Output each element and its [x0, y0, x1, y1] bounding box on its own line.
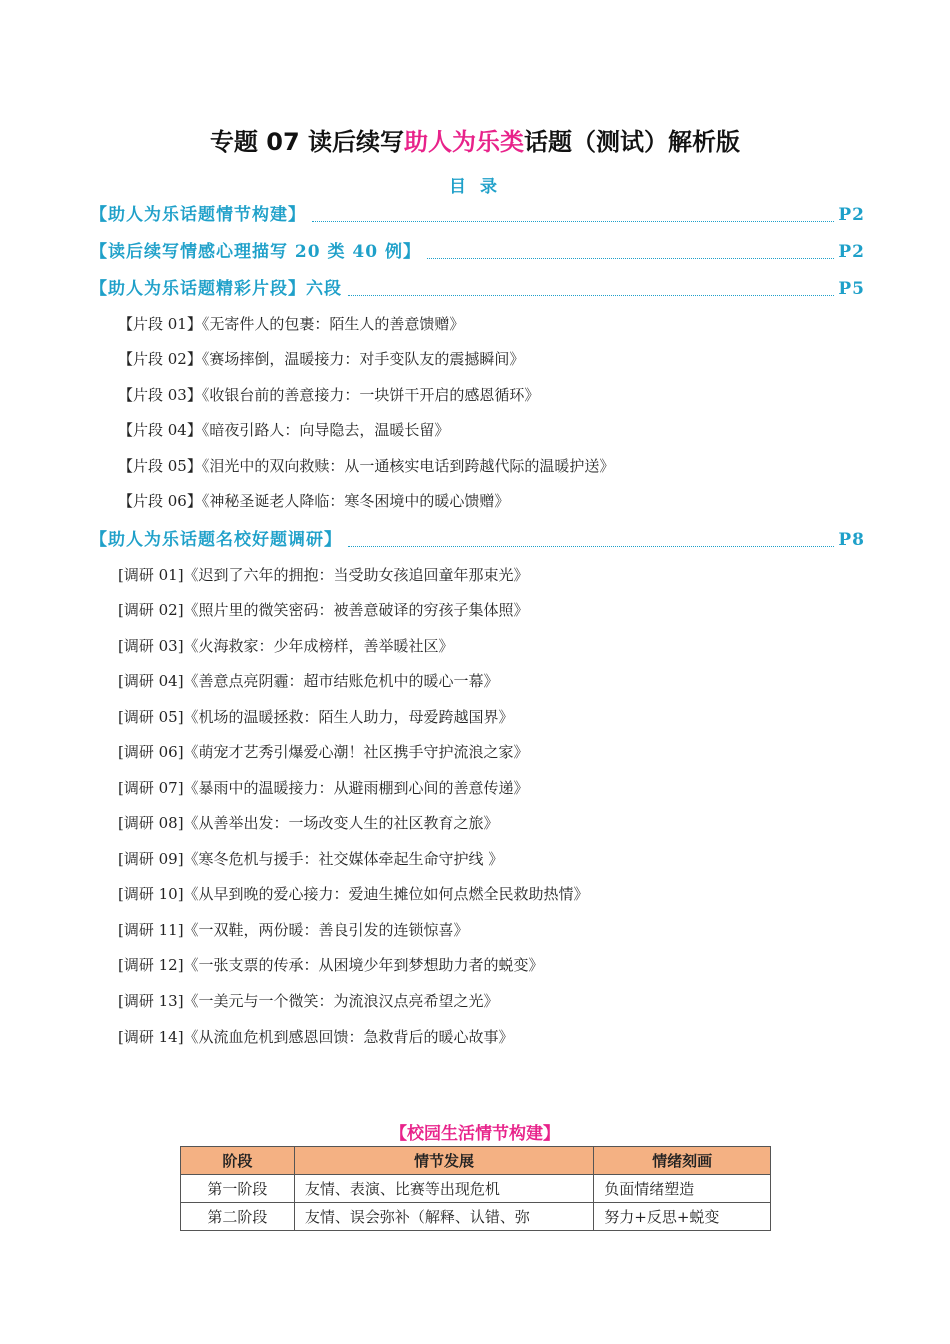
plot-structure-table	[180, 1146, 771, 1231]
table-title: 【校园生活情节构建】	[390, 1124, 560, 1144]
table-header-cell: 阶段	[181, 1147, 295, 1175]
toc-leader	[312, 220, 834, 222]
toc-section-page: P2	[838, 205, 865, 225]
toc-fragment-item[interactable]: 【片段 03】《收银台前的善意接力：一块饼干开启的感恩循环》	[118, 386, 540, 404]
title-highlight: 助人为乐类	[404, 128, 525, 156]
toc-research-item[interactable]: [调研 10]《从早到晚的爱心接力：爱迪生摊位如何点燃全民救助热情》	[118, 885, 589, 903]
toc-research-item[interactable]: [调研 09]《寒冬危机与援手：社交媒体牵起生命守护线 》	[118, 850, 504, 868]
table-cell: 第二阶段	[181, 1203, 295, 1231]
toc-research-item[interactable]: [调研 01]《迟到了六年的拥抱：当受助女孩追回童年那束光》	[118, 566, 529, 584]
table-row	[181, 1175, 771, 1203]
toc-section-label: 【读后续写情感心理描写 20 类 40 例】	[90, 242, 421, 262]
toc-research-item[interactable]: [调研 07]《暴雨中的温暖接力：从避雨棚到心间的善意传递》	[118, 779, 529, 797]
toc-research-item[interactable]: [调研 08]《从善举出发：一场改变人生的社区教育之旅》	[118, 814, 499, 832]
table-cell: 负面情绪塑造	[594, 1175, 771, 1203]
toc-section-2[interactable]	[90, 237, 865, 262]
table-cell: 友情、表演、比赛等出现危机	[294, 1175, 593, 1203]
toc-research-item[interactable]: [调研 12]《一张支票的传承：从困境少年到梦想助力者的蜕变》	[118, 956, 544, 974]
title-prefix: 专题 07 读后续写	[209, 128, 405, 156]
toc-research-item[interactable]: [调研 03]《火海救家：少年成榜样，善举暖社区》	[118, 637, 454, 655]
toc-leader	[427, 257, 834, 259]
toc-section-3[interactable]	[90, 274, 865, 299]
table-cell: 友情、误会弥补（解释、认错、弥	[294, 1203, 593, 1231]
toc-section-label: 【助人为乐话题名校好题调研】	[90, 530, 342, 550]
toc-section-page: P8	[838, 530, 865, 550]
page-title	[0, 122, 950, 157]
toc-research-item[interactable]: [调研 06]《萌宠才艺秀引爆爱心潮！社区携手守护流浪之家》	[118, 743, 529, 761]
toc-research-item[interactable]: [调研 13]《一美元与一个微笑：为流浪汉点亮希望之光》	[118, 992, 499, 1010]
toc-fragment-item[interactable]: 【片段 04】《暗夜引路人：向导隐去，温暖长留》	[118, 421, 450, 439]
toc-section-label: 【助人为乐话题情节构建】	[90, 205, 306, 225]
toc-section-page: P2	[838, 242, 865, 262]
title-suffix: 话题（测试）解析版	[524, 128, 741, 156]
toc-heading: 目 录	[449, 177, 501, 197]
toc-research-item[interactable]: [调研 02]《照片里的微笑密码：被善意破译的穷孩子集体照》	[118, 601, 529, 619]
toc-research-item[interactable]: [调研 04]《善意点亮阴霾：超市结账危机中的暖心一幕》	[118, 672, 499, 690]
table-row	[181, 1203, 771, 1231]
table-header-row	[181, 1147, 771, 1175]
toc-section-1[interactable]	[90, 200, 865, 225]
toc-section-page: P5	[838, 279, 865, 299]
toc-research-item[interactable]: [调研 11]《一双鞋，两份暖：善良引发的连锁惊喜》	[118, 921, 469, 939]
toc-fragment-item[interactable]: 【片段 05】《泪光中的双向救赎：从一通核实电话到跨越代际的温暖护送》	[118, 457, 615, 475]
toc-research-item[interactable]: [调研 05]《机场的温暖拯救：陌生人助力，母爱跨越国界》	[118, 708, 514, 726]
toc-section-4[interactable]	[90, 525, 865, 550]
toc-fragment-item[interactable]: 【片段 02】《赛场摔倒，温暖接力：对手变队友的震撼瞬间》	[118, 350, 525, 368]
table-header-cell: 情节发展	[294, 1147, 593, 1175]
table-cell: 努力+反思+蜕变	[594, 1203, 771, 1231]
toc-fragment-item[interactable]: 【片段 06】《神秘圣诞老人降临：寒冬困境中的暖心馈赠》	[118, 492, 510, 510]
toc-research-item[interactable]: [调研 14]《从流血危机到感恩回馈：急救背后的暖心故事》	[118, 1028, 514, 1046]
toc-fragment-item[interactable]: 【片段 01】《无寄件人的包裹：陌生人的善意馈赠》	[118, 315, 465, 333]
toc-leader	[348, 545, 834, 547]
toc-leader	[348, 294, 834, 296]
table-header-cell: 情绪刻画	[594, 1147, 771, 1175]
toc-section-label: 【助人为乐话题精彩片段】六段	[90, 279, 342, 299]
table-cell: 第一阶段	[181, 1175, 295, 1203]
